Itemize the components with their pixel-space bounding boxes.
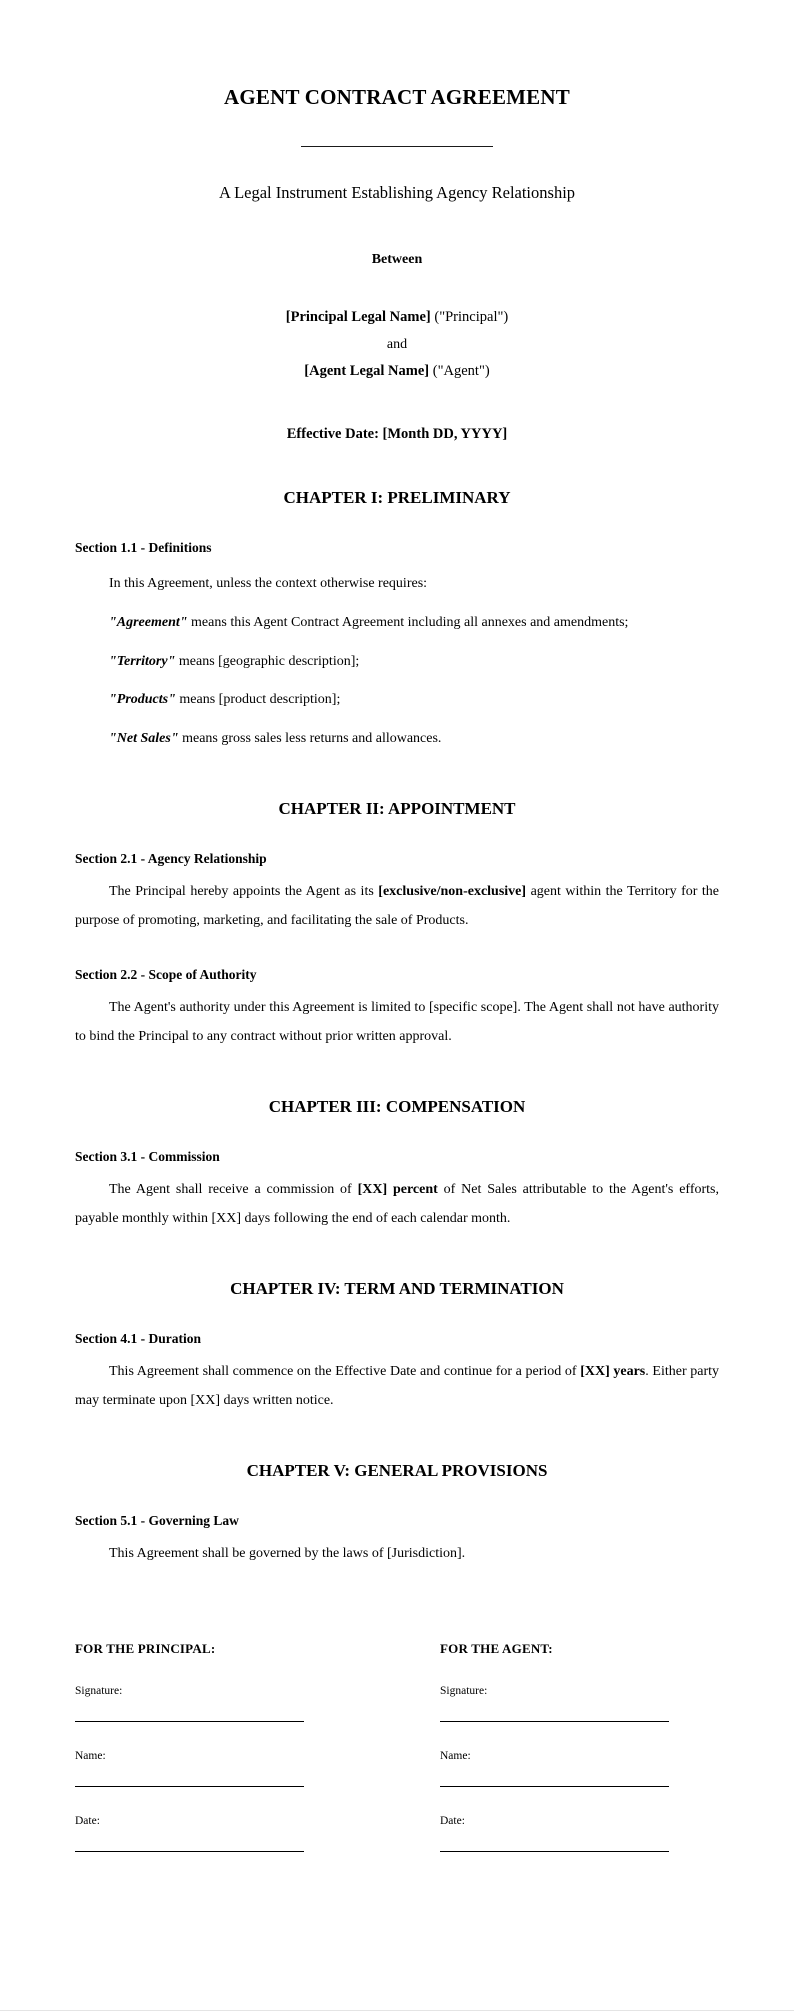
signature-field-agent-name [440, 1748, 719, 1787]
agent-party-line [75, 362, 719, 382]
document-subtitle: A Legal Instrument Establishing Agency Relationship [218, 183, 576, 203]
section-heading-2-1: Section 2.1 - Agency Relationship [75, 850, 267, 866]
section-heading-3-1: Section 3.1 - Commission [75, 1148, 220, 1164]
date-line[interactable] [440, 1851, 669, 1852]
paragraph-emphasis: [XX] years [580, 1364, 646, 1380]
party-conjunction: and [386, 336, 408, 352]
signature-field-principal-signature [75, 1683, 397, 1722]
section-heading-2-2: Section 2.2 - Scope of Authority [75, 966, 257, 982]
page-title: AGENT CONTRACT AGREEMENT [224, 85, 570, 109]
definition-term: "Products" [109, 692, 176, 708]
definition-text: means [product description]; [175, 692, 341, 708]
paragraph-emphasis: [XX] percent [357, 1182, 438, 1198]
paragraph-text-tail: . Either party may terminate upon [XX] days written notice. [75, 1364, 720, 1408]
section-paragraph-2-2 [75, 994, 719, 1051]
section-paragraph-2-1 [75, 878, 719, 935]
paragraph-text-lead: The Agent shall receive a commission of [109, 1182, 358, 1198]
principal-role: ("Principal") [430, 309, 509, 326]
chapter-heading-3: CHAPTER III: COMPENSATION [268, 1096, 526, 1116]
signature-label: Signature: [440, 1684, 488, 1697]
section-heading-4-1: Section 4.1 - Duration [75, 1330, 201, 1346]
signature-column-agent [397, 1641, 719, 1852]
signature-field-agent-signature [440, 1683, 719, 1722]
definition-text: means [geographic description]; [175, 653, 360, 669]
definition-item [109, 686, 719, 715]
name-label: Name: [75, 1749, 106, 1762]
definition-item [109, 609, 719, 638]
signature-line[interactable] [75, 1721, 304, 1722]
definition-term: "Net Sales" [109, 730, 179, 746]
agent-name: [Agent Legal Name] [304, 362, 430, 379]
signature-column-principal [75, 1641, 397, 1852]
section-paragraph-5-1 [75, 1540, 719, 1569]
principal-party-line [75, 308, 719, 328]
section-paragraph-3-1 [75, 1176, 719, 1233]
paragraph-text-tail: agent within the Territory for the purpose of promoting, marketing, and facilitating the sale of Products. [75, 884, 719, 928]
definition-term: "Agreement" [109, 614, 188, 630]
name-line[interactable] [75, 1786, 304, 1787]
definition-text: means this Agent Contract Agreement including all annexes and amendments; [187, 614, 629, 630]
definitions-list [75, 609, 719, 754]
signature-title-agent: FOR THE AGENT: [440, 1640, 553, 1656]
paragraph-text-lead: The Agent's authority under this Agreement is limited to [specific scope]. The Agent shall not have authority to bind the Principal to any contract without prior written approval. [75, 1000, 719, 1044]
date-label: Date: [75, 1815, 100, 1828]
title-divider [301, 146, 493, 147]
section-paragraph-4-1 [75, 1358, 719, 1415]
agent-role: ("Agent") [429, 362, 490, 379]
effective-date: Effective Date: [Month DD, YYYY] [286, 425, 508, 442]
paragraph-emphasis: [exclusive/non-exclusive] [378, 884, 527, 900]
chapter-heading-5: CHAPTER V: GENERAL PROVISIONS [246, 1460, 548, 1480]
signature-line[interactable] [440, 1721, 669, 1722]
chapter-heading-1: CHAPTER I: PRELIMINARY [283, 487, 511, 507]
chapter-heading-2: CHAPTER II: APPOINTMENT [278, 798, 516, 818]
principal-name: [Principal Legal Name] [285, 309, 431, 326]
definitions-intro: In this Agreement, unless the context otherwise requires: [109, 576, 428, 592]
section-heading-1-1: Section 1.1 - Definitions [75, 539, 212, 555]
date-label: Date: [440, 1815, 465, 1828]
definition-item [109, 648, 719, 677]
signature-field-agent-date [440, 1813, 719, 1852]
paragraph-text-lead: This Agreement shall be governed by the laws of [Jurisdiction]. [109, 1546, 466, 1562]
section-heading-5-1: Section 5.1 - Governing Law [75, 1512, 239, 1528]
paragraph-text-lead: This Agreement shall commence on the Effective Date and continue for a period of [109, 1364, 581, 1380]
chapter-heading-4: CHAPTER IV: TERM AND TERMINATION [230, 1278, 564, 1298]
definition-term: "Territory" [109, 653, 176, 669]
signature-label: Signature: [75, 1684, 123, 1697]
paragraph-text-lead: The Principal hereby appoints the Agent as its [109, 884, 379, 900]
paragraph-text-tail: of Net Sales attributable to the Agent's efforts, payable monthly within [XX] days following the end of each calendar month. [75, 1182, 719, 1226]
between-label: Between [371, 252, 423, 268]
signature-field-principal-date [75, 1813, 397, 1852]
title-divider-wrap [75, 137, 719, 155]
name-label: Name: [440, 1749, 471, 1762]
definition-item [109, 725, 719, 754]
definition-text: means gross sales less returns and allowances. [178, 730, 442, 746]
date-line[interactable] [75, 1851, 304, 1852]
signature-title-principal: FOR THE PRINCIPAL: [75, 1640, 216, 1656]
name-line[interactable] [440, 1786, 669, 1787]
signature-field-principal-name [75, 1748, 397, 1787]
signature-block [75, 1641, 719, 1852]
